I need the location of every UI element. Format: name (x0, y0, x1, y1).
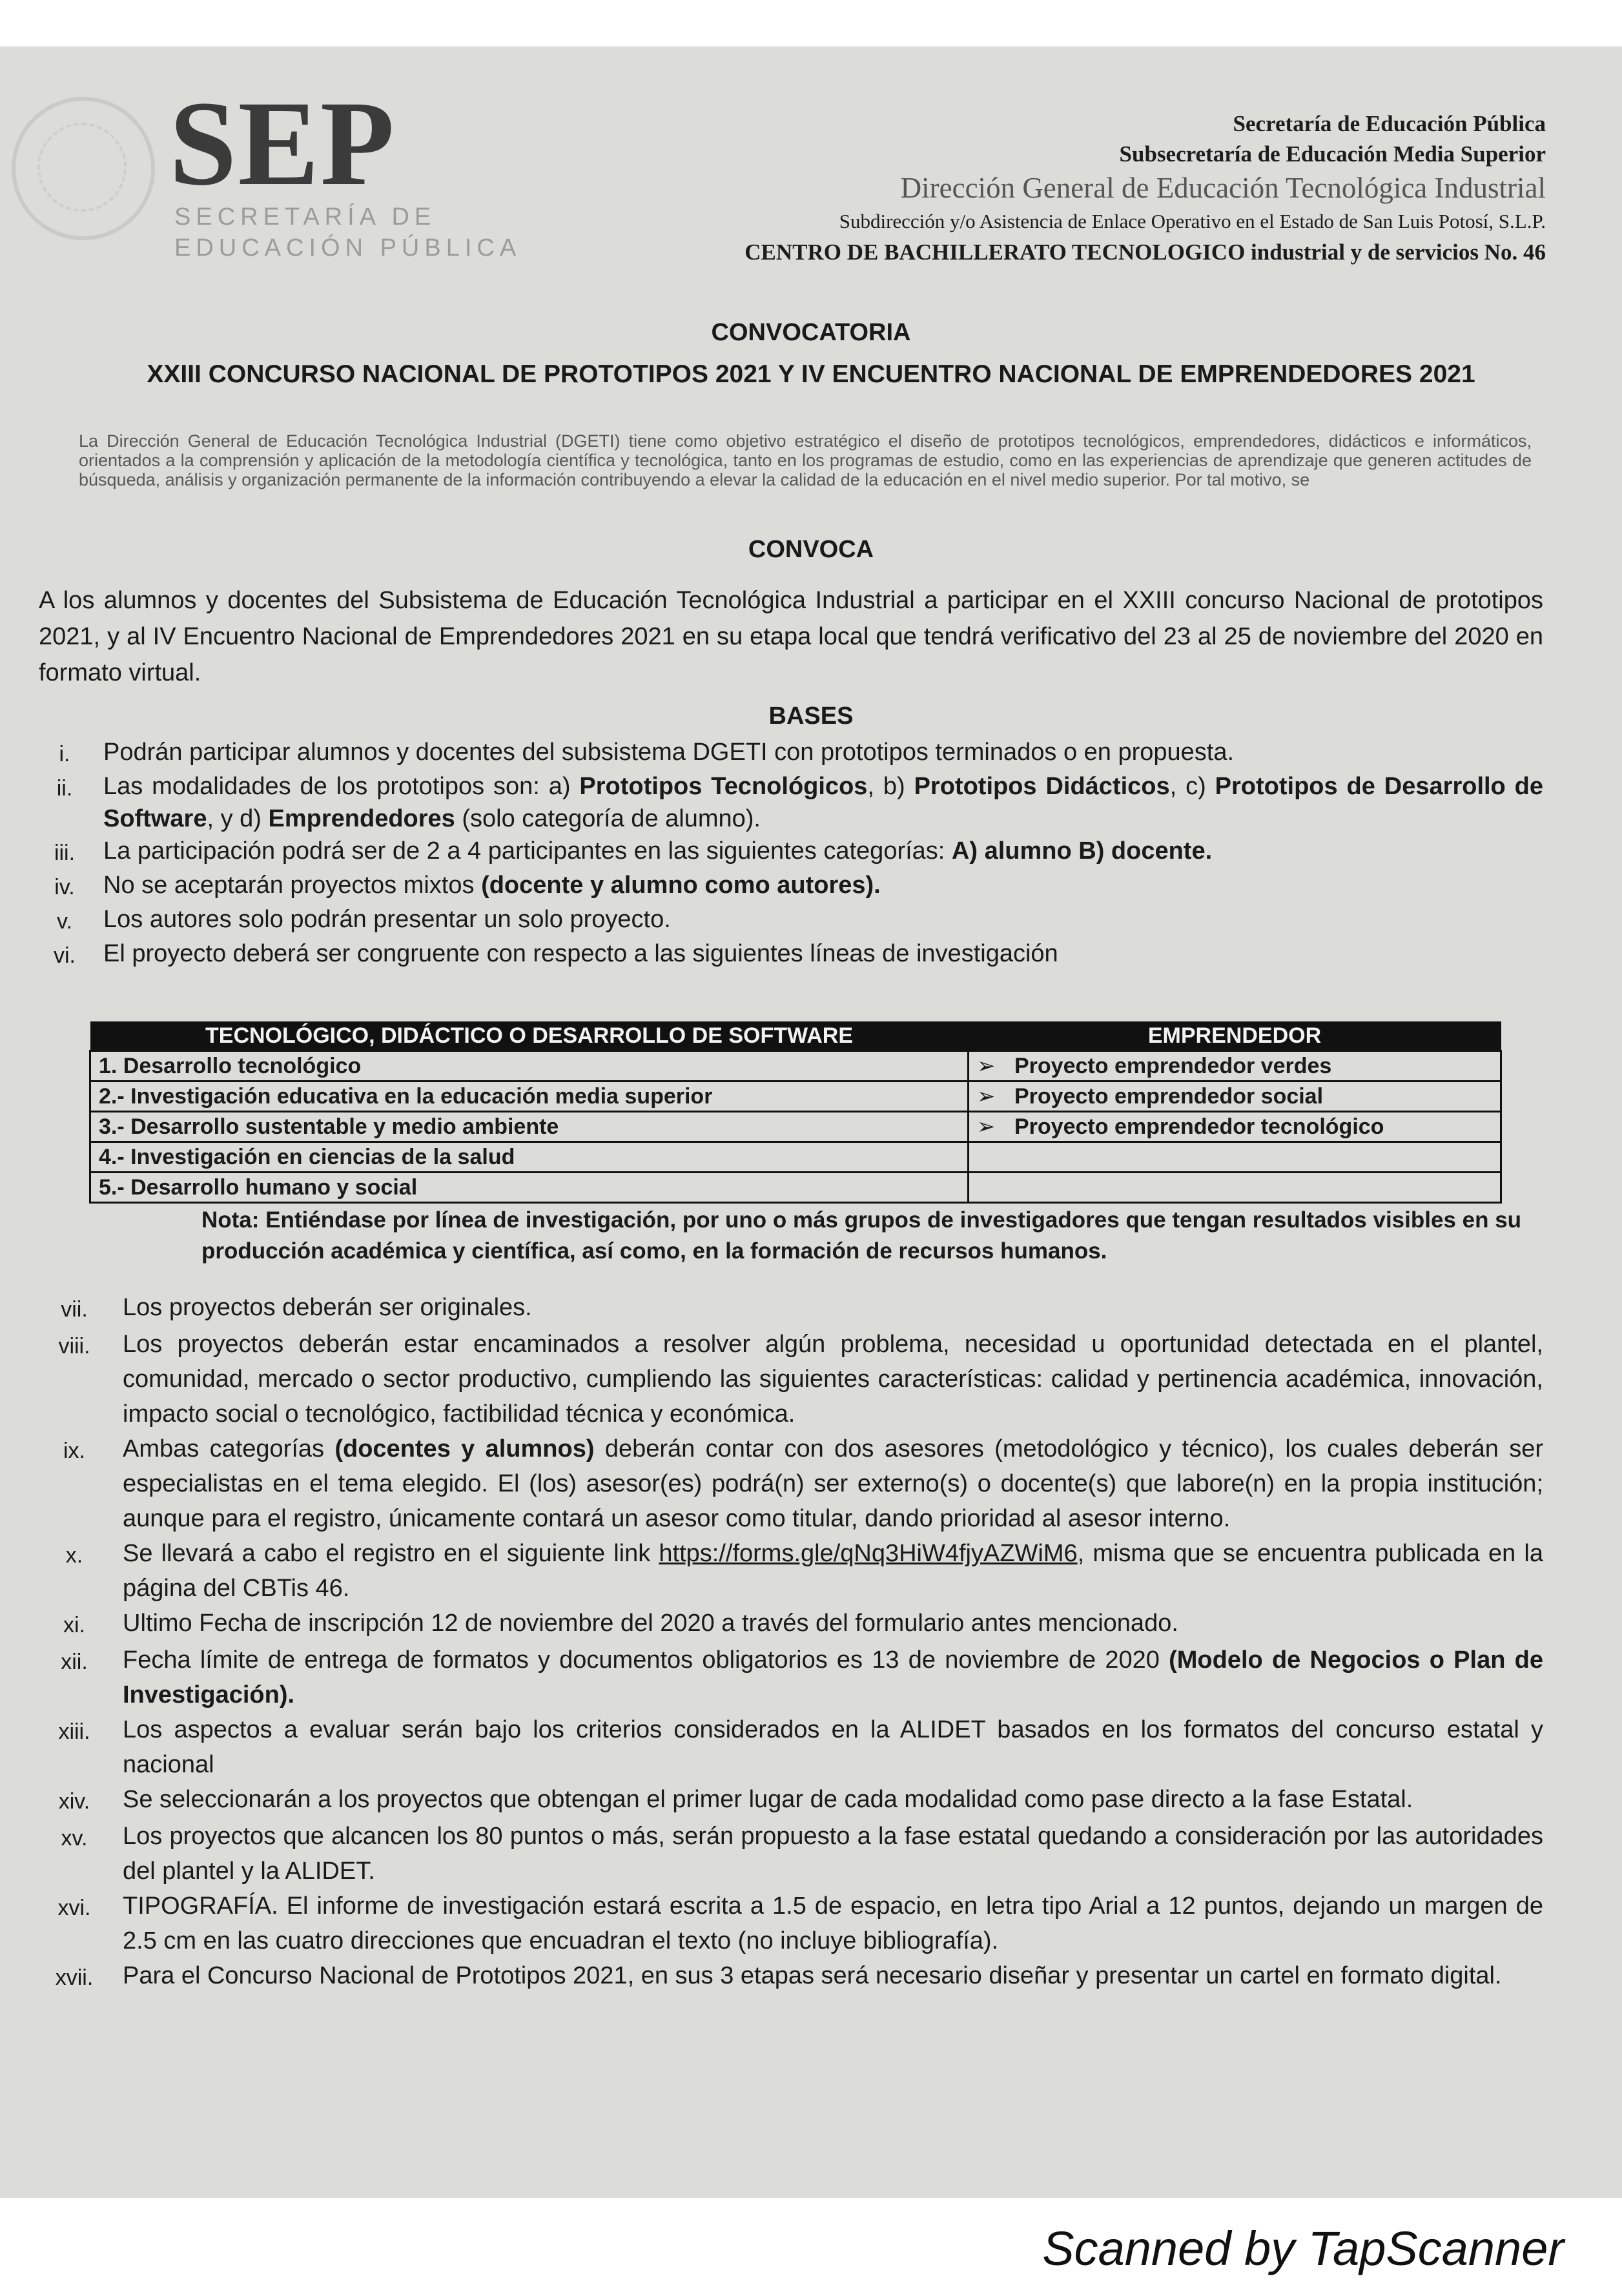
arrow-bullet-icon: ➢ (977, 1054, 996, 1078)
base-item (26, 1958, 1543, 1995)
table-row (90, 1081, 1501, 1112)
base-item-segment: Se seleccionarán a los proyectos que obtengan el primer lugar de cada modalidad como pase directo a la fase Estatal. (123, 1786, 1413, 1813)
base-item-text (123, 1290, 1543, 1325)
base-item-segment: La participación podrá ser de 2 a 4 participantes en las siguientes categorías: (103, 837, 952, 865)
table-cell-line: 4.- Investigación en ciencias de la salud (90, 1142, 969, 1173)
table-row (90, 1051, 1501, 1081)
base-item (26, 869, 1543, 903)
base-item-text (123, 1819, 1543, 1889)
base-item (26, 1819, 1543, 1889)
base-item-segment: Prototipos Didácticos (914, 773, 1170, 800)
base-item-text (123, 1431, 1543, 1536)
arrow-bullet-icon: ➢ (977, 1114, 996, 1139)
table-cell-line: 3.- Desarrollo sustentable y medio ambiente (90, 1112, 969, 1142)
base-item-segment: Prototipos de Desarrollo de Software (103, 773, 1544, 832)
base-item-number: vi. (54, 943, 76, 968)
base-item-number: xiv. (58, 1789, 90, 1814)
sep-logo-subtitle (174, 201, 521, 263)
bases-list-part2 (26, 1290, 1543, 1995)
base-item-text (103, 903, 1543, 936)
header-line-3: Dirección General de Educación Tecnológica Industrial (900, 172, 1546, 204)
base-item-segment: , misma que se encuentra publicada en la página del CBTis 46. (123, 1540, 1543, 1602)
base-item (26, 835, 1543, 869)
base-item-number: xvii. (55, 1965, 94, 1990)
table-cell-entrepreneur (969, 1173, 1501, 1203)
mexico-seal-icon (12, 97, 155, 240)
base-item (26, 1431, 1543, 1536)
base-item (26, 736, 1543, 770)
table-cell-line: 2.- Investigación educativa en la educación media superior (90, 1081, 969, 1112)
base-item (26, 1290, 1543, 1327)
research-lines-table (89, 1021, 1502, 1204)
table-cell-entrepreneur (969, 1142, 1501, 1173)
sep-logo: SEP (169, 76, 396, 210)
base-item-number: v. (57, 909, 72, 934)
base-item-segment: , y d) (207, 805, 269, 832)
header-institution (744, 108, 1546, 269)
base-item-segment: Los proyectos deberán estar encaminados a resolver algún problema, necesidad u oportunidad detectada en el plantel, comunidad, mercado o sector productivo, cumpliendo las siguientes características: calidad y pertinencia académica, innovación, impacto social o tecnológico, factibilidad técnica y económica. (123, 1331, 1543, 1428)
base-item-number: iv. (54, 875, 75, 899)
base-item-segment: , b) (867, 773, 914, 800)
base-item (26, 1712, 1543, 1782)
base-item-segment: El proyecto deberá ser congruente con respecto a las siguientes líneas de investigación (103, 940, 1058, 967)
base-item-segment: TIPOGRAFÍA. El informe de investigación estará escrita a 1.5 de espacio, en letra tipo Arial a 12 puntos, dejando un margen de 2.5 cm en las cuatro direcciones que encuadran el texto (no incluye bibliografía). (123, 1892, 1543, 1954)
base-item-segment: Fecha límite de entrega de formatos y documentos obligatorios es 13 de noviembre de 2020 (123, 1646, 1169, 1674)
base-item-segment: Los proyectos que alcancen los 80 puntos o más, serán propuesto a la fase estatal quedando a consideración por las autoridades del plantel y la ALIDET. (123, 1823, 1543, 1885)
header-line-1: Secretaría de Educación Pública (1233, 111, 1546, 136)
table-cell-entrepreneur (969, 1112, 1501, 1142)
table-header-tech: TECNOLÓGICO, DIDÁCTICO O DESARROLLO DE SOFTWARE (90, 1021, 969, 1051)
intro-paragraph: La Dirección General de Educación Tecnológica Industrial (DGETI) tiene como objetivo estratégico el diseño de prototipos tecnológicos, emprendedores, didácticos e informáticos, orientados a la comprensión y aplicación de la metodología científica y tecnológica, tanto en los programas de estudio, como en las experiencias de aprendizaje que generen actitudes de búsqueda, análisis y organización permanente de la información contribuyendo a elevar la calidad de la educación en el nivel medio superior. Por tal motivo, se (79, 431, 1532, 489)
base-item-segment: Ultimo Fecha de inscripción 12 de noviembre del 2020 a través del formulario antes mencionado. (123, 1610, 1178, 1637)
table-note: Nota: Entiéndase por línea de investigación, por uno o más grupos de investigadores que tengan resultados visibles en su producción académica y científica, así como, en la formación de recursos humanos. (201, 1207, 1522, 1264)
base-item-text (123, 1782, 1543, 1817)
base-item-text (123, 1712, 1543, 1782)
base-item (26, 770, 1543, 835)
base-item-segment: Prototipos Tecnológicos (579, 773, 868, 800)
table-cell-entrepreneur-text: Proyecto emprendedor tecnológico (1014, 1114, 1384, 1139)
base-item-number: viii. (58, 1334, 90, 1358)
base-item-segment: (docente y alumno como autores). (481, 872, 881, 899)
base-item-segment: No se aceptarán proyectos mixtos (103, 872, 482, 899)
base-item-number: xv. (61, 1826, 88, 1850)
header-line-4: Subdirección y/o Asistencia de Enlace Operativo en el Estado de San Luis Potosí, S.L.P. (839, 210, 1546, 232)
base-item-text (123, 1958, 1543, 1993)
table-cell-entrepreneur-text: Proyecto emprendedor social (1014, 1084, 1324, 1109)
base-item-segment: Los proyectos deberán ser originales. (123, 1294, 532, 1321)
table-body (90, 1051, 1501, 1203)
sep-logo-sub-line-2: EDUCACIÓN PÚBLICA (174, 234, 522, 261)
convoca-paragraph: A los alumnos y docentes del Subsistema de Educación Tecnológica Industrial a participar en el XXIII concurso Nacional de prototipos 2021, y al IV Encuentro Nacional de Emprendedores 2021 en su etapa local que tendrá verificativo del 23 al 25 de noviembre del 2020 en formato virtual. (39, 587, 1543, 686)
table-cell-entrepreneur (969, 1081, 1501, 1112)
convoca-heading: CONVOCA (748, 536, 874, 563)
base-item-text (123, 1536, 1543, 1606)
base-item-text (103, 835, 1543, 867)
table-row (90, 1173, 1501, 1203)
scan-top-margin (0, 0, 1622, 46)
base-item-number: ix. (63, 1439, 85, 1463)
base-item-text (103, 736, 1543, 768)
table-row (90, 1142, 1501, 1173)
header-line-5: CENTRO DE BACHILLERATO TECNOLOGICO industrial y de servicios No. 46 (744, 240, 1546, 265)
base-item-number: xiii. (58, 1719, 90, 1744)
base-item-segment: deberán contar con dos asesores (metodológico y técnico), los cuales deberán ser especialistas en el tema elegido. El (los) asesor(es) podrá(n) ser externo(s) o docente(s) que labore(n) en la propia institución; aunque para el registro, únicamente contará un asesor como titular, dando prioridad al asesor interno. (123, 1435, 1544, 1532)
base-item-text (103, 869, 1543, 901)
base-item-number: xii. (61, 1650, 88, 1674)
base-item (26, 1643, 1543, 1712)
base-item (26, 1889, 1543, 1958)
bases-list-part1 (26, 736, 1543, 972)
base-item-segment: (Modelo de Negocios o Plan de Investigación). (123, 1646, 1543, 1708)
base-item-text (103, 770, 1543, 835)
base-item-number: vii. (61, 1297, 88, 1322)
registration-link[interactable]: https://forms.gle/qNq3HiW4fjyAZWiM6 (659, 1540, 1078, 1567)
table-cell-line: 5.- Desarrollo humano y social (90, 1173, 969, 1203)
base-item-segment: Los aspectos a evaluar serán bajo los criterios considerados en la ALIDET basados en los formatos del concurso estatal y nacional (123, 1716, 1543, 1778)
base-item-text (123, 1889, 1543, 1958)
base-item (26, 903, 1543, 938)
document-subtitle: XXIII CONCURSO NACIONAL DE PROTOTIPOS 2021 Y IV ENCUENTRO NACIONAL DE EMPRENDEDORES 2021 (147, 360, 1475, 388)
base-item-number: ii. (56, 776, 73, 801)
base-item-segment: (docentes y alumnos) (334, 1435, 595, 1462)
base-item-segment: Podrán participar alumnos y docentes del subsistema DGETI con prototipos terminados o en propuesta. (103, 739, 1235, 766)
base-item (26, 938, 1543, 972)
base-item-number: iii. (54, 841, 76, 865)
base-item-segment: Emprendedores (268, 805, 455, 832)
base-item-segment: , c) (1169, 773, 1215, 800)
sep-logo-sub-line-1: SECRETARÍA DE (174, 203, 436, 231)
base-item (26, 1606, 1543, 1643)
table-header-entrepreneur: EMPRENDEDOR (969, 1021, 1501, 1051)
base-item-segment: Las modalidades de los prototipos son: a) (103, 773, 580, 800)
base-item (26, 1327, 1543, 1431)
base-item-number: i. (59, 742, 70, 766)
base-item-segment: Los autores solo podrán presentar un solo proyecto. (103, 906, 671, 933)
table-cell-entrepreneur-text: Proyecto emprendedor verdes (1014, 1054, 1332, 1078)
header-line-2: Subsecretaría de Educación Media Superior (1119, 141, 1546, 167)
base-item-number: x. (65, 1543, 83, 1568)
base-item (26, 1782, 1543, 1819)
table-cell-entrepreneur (969, 1051, 1501, 1081)
base-item-text (123, 1606, 1543, 1641)
base-item-number: xvi. (57, 1896, 91, 1920)
base-item-segment: Ambas categorías (123, 1435, 335, 1462)
base-item-text (123, 1643, 1543, 1712)
base-item-segment: Para el Concurso Nacional de Prototipos 2021, en sus 3 etapas será necesario diseñar y presentar un cartel en formato digital. (123, 1962, 1502, 1989)
base-item-number: xi. (63, 1613, 85, 1637)
table-row (90, 1112, 1501, 1142)
scanned-by-watermark: Scanned by TapScanner (1042, 2222, 1564, 2275)
base-item (26, 1536, 1543, 1606)
arrow-bullet-icon: ➢ (977, 1084, 996, 1109)
bases-heading: BASES (768, 702, 854, 730)
base-item-text (123, 1327, 1543, 1431)
base-item-segment: (solo categoría de alumno). (455, 805, 761, 832)
table-cell-line: 1. Desarrollo tecnológico (90, 1051, 969, 1081)
base-item-segment: A) alumno B) docente. (951, 837, 1213, 865)
base-item-segment: Se llevará a cabo el registro en el siguiente link (123, 1540, 659, 1567)
document-title: CONVOCATORIA (711, 319, 911, 346)
base-item-text (103, 938, 1543, 970)
